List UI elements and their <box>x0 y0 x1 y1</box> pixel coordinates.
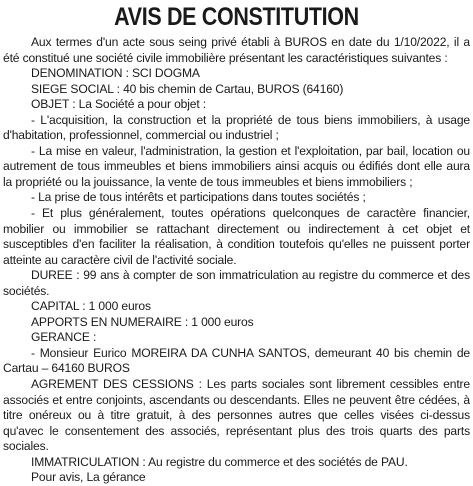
paragraph-objet-participations: - La prise de tous intérêts et participations dans toutes sociétés ; <box>31 190 366 205</box>
paragraph-denomination: DENOMINATION : SCI DOGMA <box>31 66 200 81</box>
paragraph-intro: Aux termes d'un acte sous seing privé établi à BUROS en date du 1/10/2022, il a été constitué une société civile immobilière présentant les caractéristiques suivantes : <box>3 35 470 65</box>
notice-title: AVIS DE CONSTITUTION <box>114 3 359 31</box>
paragraph-duree: DUREE : 99 ans à compter de son immatriculation au registre du commerce et des sociétés. <box>3 268 470 298</box>
paragraph-objet-general: - Et plus généralement, toutes opérations quelconques de caractère financier, mobilier ou immobilier se rattachant directement ou indirectement à cet objet et susceptibles d'en faciliter la réalisation, à condition toutefois qu'elles ne puissent porter atteinte au caractère civil de l'activité sociale. <box>3 206 470 267</box>
paragraph-gerance: GERANCE : <box>31 330 97 345</box>
paragraph-agrement: AGREMENT DES CESSIONS : Les parts sociales sont librement cessibles entre associés et entre conjoints, ascendants ou descendants. Elles ne peuvent être cédées, à titre onéreux ou à titre gratuit, à des personnes autres que celles visées ci-dessus qu'avec le consentement des associés, représentant plus des trois quarts des parts sociales. <box>3 377 470 454</box>
paragraph-siege-social: SIEGE SOCIAL : 40 bis chemin de Cartau, BUROS (64160) <box>31 81 344 96</box>
paragraph-objet: OBJET : La Société a pour objet : <box>31 97 206 112</box>
paragraph-immatriculation: IMMATRICULATION : Au registre du commerce et des sociétés de PAU. <box>31 454 408 469</box>
paragraph-objet-gestion: - La mise en valeur, l'administration, la gestion et l'exploitation, par bail, location ou autrement de tous immeubles et biens immobiliers ainsi acquis ou édifiés dont elle aura la propriété ou la jouissance, la vente de tous immeubles et biens immobiliers ; <box>3 143 470 189</box>
notice-body <box>3 35 470 486</box>
paragraph-gerant: - Monsieur Eurico MOREIRA DA CUNHA SANTOS, demeurant 40 bis chemin de Cartau – 64160 BUROS <box>3 345 470 376</box>
paragraph-apports: APPORTS EN NUMERAIRE : 1 000 euros <box>31 314 254 329</box>
legal-notice <box>3 3 470 486</box>
paragraph-capital: CAPITAL : 1 000 euros <box>31 299 151 314</box>
paragraph-signature: Pour avis, La gérance <box>31 470 146 485</box>
paragraph-objet-acquisition: - L'acquisition, la construction et la propriété de tous biens immobiliers, à usage d'habitation, professionnel, commercial ou industriel ; <box>3 112 470 143</box>
